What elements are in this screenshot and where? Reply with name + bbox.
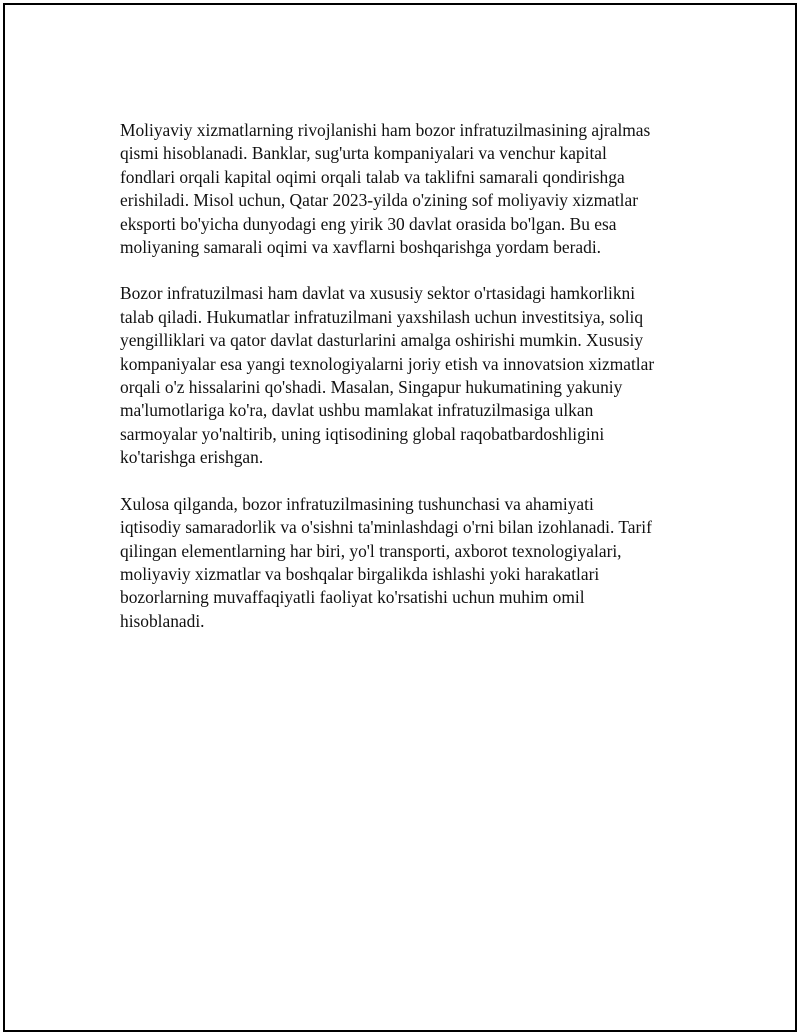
- paragraph-public-private-partnership: Bozor infratuzilmasi ham davlat va xususiy sektor o'rtasidagi hamkorlikni talab qiladi. Hukumatlar infratuzilmani yaxshilash uchun investitsiya, soliq yengilliklari va qator davlat dasturlarini amalga oshirishi mumkin. Xususiy kompaniyalar esa yangi texnologiyalarni joriy etish va innovatsion xizmatlar orqali o'z hissalarini qo'shadi. Masalan, Singapur hukumatining yakuniy ma'lumotlariga ko'ra, davlat ushbu mamlakat infratuzilmasiga ulkan sarmoyalar yo'naltirib, uning iqtisodining global raqobatbardoshligini ko'tarishga erishgan.: [120, 283, 655, 468]
- document-body: [120, 119, 690, 656]
- paragraph-financial-services: Moliyaviy xizmatlarning rivojlanishi ham bozor infratuzilmasining ajralmas qismi hisoblanadi. Banklar, sug'urta kompaniyalari va venchur kapital fondlari orqali kapital oqimi orqali talab va taklifni samarali qondirishga erishiladi. Misol uchun, Qatar 2023-yilda o'zining sof moliyaviy xizmatlar eksporti bo'yicha dunyodagi eng yirik 30 davlat orasida bo'lgan. Bu esa moliyaning samarali oqimi va xavflarni boshqarishga yordam beradi.: [120, 120, 651, 258]
- paragraph-conclusion: Xulosa qilganda, bozor infratuzilmasining tushunchasi va ahamiyati iqtisodiy samaradorlik va o'sishni ta'minlashdagi o'rni bilan izohlanadi. Tarif qilingan elementlarning har biri, yo'l transporti, axborot texnologiyalari, moliyaviy xizmatlar va boshqalar birgalikda ishlashi yoki harakatlari bozorlarning muvaffaqiyatli faoliyat ko'rsatishi uchun muhim omil hisoblanadi.: [120, 493, 652, 631]
- document-page: [3, 3, 797, 1032]
